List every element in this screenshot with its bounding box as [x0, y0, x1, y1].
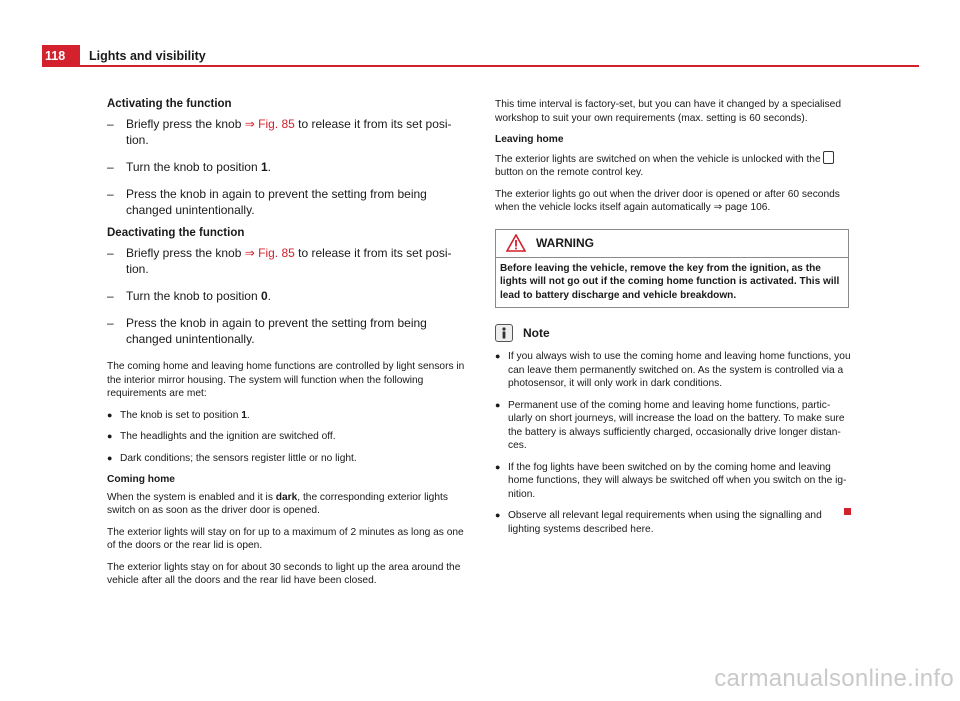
coming-home-paragraph-2: The exterior lights will stay on for up to a maximum of 2 minutes as long as one of the doors or the rear lid is open.	[107, 526, 464, 551]
page-number: 118	[42, 45, 80, 67]
activating-heading: Activating the function	[107, 98, 232, 110]
page-header	[42, 45, 919, 67]
note-item: ● If you always wish to use the coming home and leaving home functions, you can leave them permanently switched on. As the system is controlled via a photosensor, it will only work in dark conditions.	[495, 351, 851, 389]
info-icon	[499, 327, 509, 339]
warning-header	[496, 230, 848, 258]
right-column	[495, 98, 851, 544]
coming-home-paragraph-3: The exterior lights stay on for about 30 seconds to light up the area around the vehicle after all the doors and the rear lid have been closed.	[107, 561, 461, 586]
leaving-home-paragraph-1: The exterior lights are switched on when the vehicle is unlocked with the button on the remote control key.	[495, 151, 851, 180]
left-column	[107, 98, 465, 596]
activating-step-3: – Press the knob in again to prevent the setting from being changed unintentionally.	[107, 187, 427, 217]
requirement-item: ● The knob is set to position 1.	[107, 409, 250, 421]
warning-box	[495, 229, 849, 309]
deactivating-step-1: – Briefly press the knob ⇒ Fig. 85 to release it from its set position.	[107, 246, 452, 276]
deactivating-step-2: – Turn the knob to position 0.	[107, 289, 272, 303]
note-item: ● Observe all relevant legal requirements when using the signalling and lighting systems described here.	[495, 510, 822, 535]
leaving-home-paragraph-2: The exterior lights go out when the driver door is opened or after 60 seconds when the vehicle locks itself again automatically ⇒ page 106.	[495, 188, 840, 213]
warning-icon	[506, 234, 526, 252]
deactivating-heading: Deactivating the function	[107, 227, 245, 239]
warning-title: WARNING	[536, 236, 594, 250]
unlock-key-icon	[823, 151, 834, 164]
activating-step-2: – Turn the knob to position 1.	[107, 160, 272, 174]
warning-text: Before leaving the vehicle, remove the key from the ignition, as the lights will not go out if the coming home function is activated. This will lead to battery discharge and vehicle breakdown.	[500, 262, 840, 301]
section-title: Lights and visibility	[89, 49, 206, 63]
leaving-home-heading: Leaving home	[495, 134, 564, 145]
fig-85-link[interactable]: ⇒ Fig. 85	[244, 246, 295, 260]
watermark: carmanualsonline.info	[714, 665, 954, 692]
note-title: Note	[523, 326, 550, 340]
section-end-marker	[844, 508, 851, 515]
fig-85-link[interactable]: ⇒ Fig. 85	[244, 117, 295, 131]
requirement-item: ● Dark conditions; the sensors register little or no light.	[107, 452, 357, 464]
coming-home-paragraph-1: When the system is enabled and it is dark, the corresponding exterior lights switch on as soon as the driver door is opened.	[107, 491, 448, 516]
requirement-item: ● The headlights and the ignition are switched off.	[107, 431, 336, 442]
note-item: ● If the fog lights have been switched on by the coming home and leaving home functions, they will always be switched off when you switch on the ignition.	[495, 461, 847, 500]
note-item: ● Permanent use of the coming home and leaving home functions, particularly on short journeys, will increase the load on the battery. To make sure the battery is always sufficiently charged, occasionally drive longer distances.	[495, 399, 845, 451]
note-icon	[495, 324, 513, 342]
note-header	[495, 324, 851, 342]
deactivating-step-3: – Press the knob in again to prevent the setting from being changed unintentionally.	[107, 316, 427, 346]
coming-home-heading: Coming home	[107, 474, 175, 485]
activating-step-1: – Briefly press the knob ⇒ Fig. 85 to release it from its set position.	[107, 117, 452, 147]
intro-paragraph: The coming home and leaving home functions are controlled by light sensors in the interior mirror housing. The system will function when the following requirements are met:	[107, 361, 465, 399]
interval-paragraph: This time interval is factory-set, but you can have it changed by a specialised workshop to suit your own requirements (max. setting is 60 seconds).	[495, 99, 841, 124]
